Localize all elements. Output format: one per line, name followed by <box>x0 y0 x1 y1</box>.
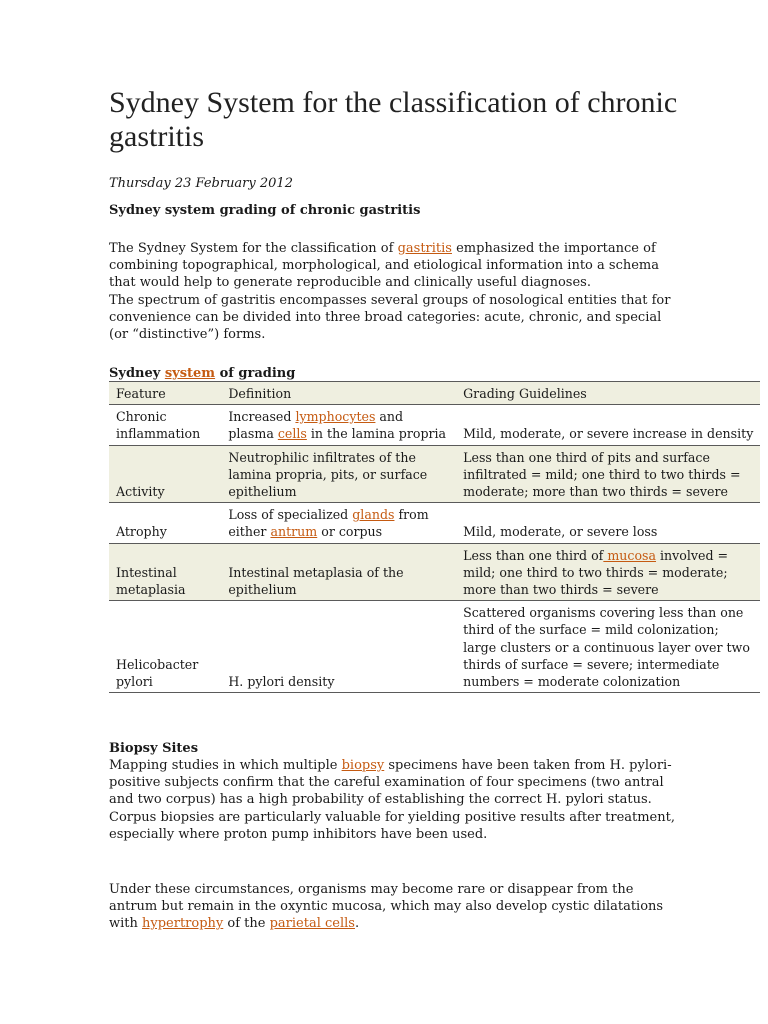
table-row <box>109 503 760 543</box>
guideline-cell: Less than one third of pits and surface infiltrated = mild; one third to two thirds = moderate; more than two thirds = severe <box>456 445 760 503</box>
table-row <box>109 601 760 693</box>
guideline-cell: Mild, moderate, or severe increase in density <box>463 426 754 442</box>
guideline-text: Less than one third of <box>463 547 604 563</box>
circumstances-paragraph <box>109 881 679 933</box>
header-feature: Feature <box>109 382 221 405</box>
link-glands[interactable]: glands <box>352 507 395 523</box>
definition-text: Increased <box>228 409 296 425</box>
grading-title-end: of grading <box>215 366 296 381</box>
definition-text: and plasma <box>228 409 404 442</box>
definition-cell <box>221 503 456 543</box>
biopsy-text-start: Mapping studies in which multiple <box>109 758 342 773</box>
header-grading-guidelines: Grading Guidelines <box>456 382 760 405</box>
biopsy-text-end: specimens have been taken from H. pylori-positive subjects confirm that the careful examination of four specimens (two antral and two corpus) has a high probability of establishing the correct H. pylori status. <box>109 758 672 808</box>
biopsy-sites-heading: Biopsy Sites <box>109 741 199 756</box>
definition-text: Loss of specialized <box>228 507 353 523</box>
link-mucosa[interactable]: mucosa <box>603 547 657 563</box>
intro-text-end: emphasized the importance of combining topographical, morphological, and etiological information into a schema that would help to generate reproducible and clinically useful diagnoses. <box>109 241 659 291</box>
grading-title <box>109 365 295 382</box>
definition-cell: Neutrophilic infiltrates of the lamina propria, pits, or surface epithelium <box>221 445 456 503</box>
section-subheading: Sydney system grading of chronic gastritis <box>109 203 421 218</box>
feature-cell: Chronic inflammation <box>116 409 201 442</box>
link-hypertrophy[interactable]: hypertrophy <box>142 916 224 932</box>
circumstances-text-start: Under these circumstances, organisms may become rare or disappear from the antrum but remain in the oxyntic mucosa, which may also develop cystic dilatations with <box>109 882 664 932</box>
feature-cell: Intestinal metaplasia <box>109 543 221 601</box>
feature-cell: Helicobacter pylori <box>116 656 199 690</box>
circumstances-text-end: . <box>354 916 360 932</box>
header-definition: Definition <box>221 382 456 405</box>
page-title: Sydney System for the classification of chronic gastritis <box>109 86 678 153</box>
link-cells[interactable]: cells <box>277 426 307 442</box>
guideline-cell <box>456 543 760 601</box>
definition-cell: H. pylori density <box>228 674 335 690</box>
definition-text: in the lamina propria <box>306 426 447 442</box>
grading-title-start: Sydney <box>109 366 165 381</box>
link-antrum[interactable]: antrum <box>270 524 318 540</box>
link-biopsy[interactable]: biopsy <box>341 758 385 773</box>
post-date: Thursday 23 February 2012 <box>109 176 293 191</box>
link-system[interactable]: system <box>164 366 216 381</box>
corpus-biopsies-text: Corpus biopsies are particularly valuable for yielding positive results after treatment, especially where proton pump inhibitors have been used. <box>109 809 675 842</box>
guideline-cell: Mild, moderate, or severe loss <box>463 524 658 540</box>
intro-paragraph <box>109 240 679 343</box>
table-row <box>109 445 760 503</box>
link-parietal-cells[interactable]: parietal cells <box>269 916 355 932</box>
intro-text-start: The Sydney System for the classification of <box>109 241 398 256</box>
definition-cell: Intestinal metaplasia of the epithelium <box>221 543 456 601</box>
guideline-cell: Scattered organisms covering less than one third of the surface = mild colonization; large clusters or a continuous layer over two thirds of surface = severe; intermediate numbers = moderate colonization <box>463 605 750 690</box>
grading-table <box>109 381 760 693</box>
table-header-row <box>109 382 760 405</box>
definition-text: from either <box>228 507 429 540</box>
guideline-text: involved = mild; one third to two thirds = moderate; more than two thirds = severe <box>463 547 729 598</box>
table-row <box>109 405 760 445</box>
intro-second-text: The spectrum of gastritis encompasses several groups of nosological entities that for convenience can be divided into three broad categories: acute, chronic, and special (or “distinctive”) forms. <box>109 292 671 343</box>
feature-cell: Activity <box>109 445 221 503</box>
definition-cell <box>221 405 456 445</box>
link-lymphocytes[interactable]: lymphocytes <box>295 409 376 425</box>
circumstances-text-mid: of the <box>223 916 270 932</box>
table-row <box>109 543 760 601</box>
definition-text: or corpus <box>317 524 383 540</box>
link-gastritis[interactable]: gastritis <box>397 241 452 256</box>
biopsy-paragraph <box>109 757 679 843</box>
feature-cell: Atrophy <box>116 524 167 540</box>
